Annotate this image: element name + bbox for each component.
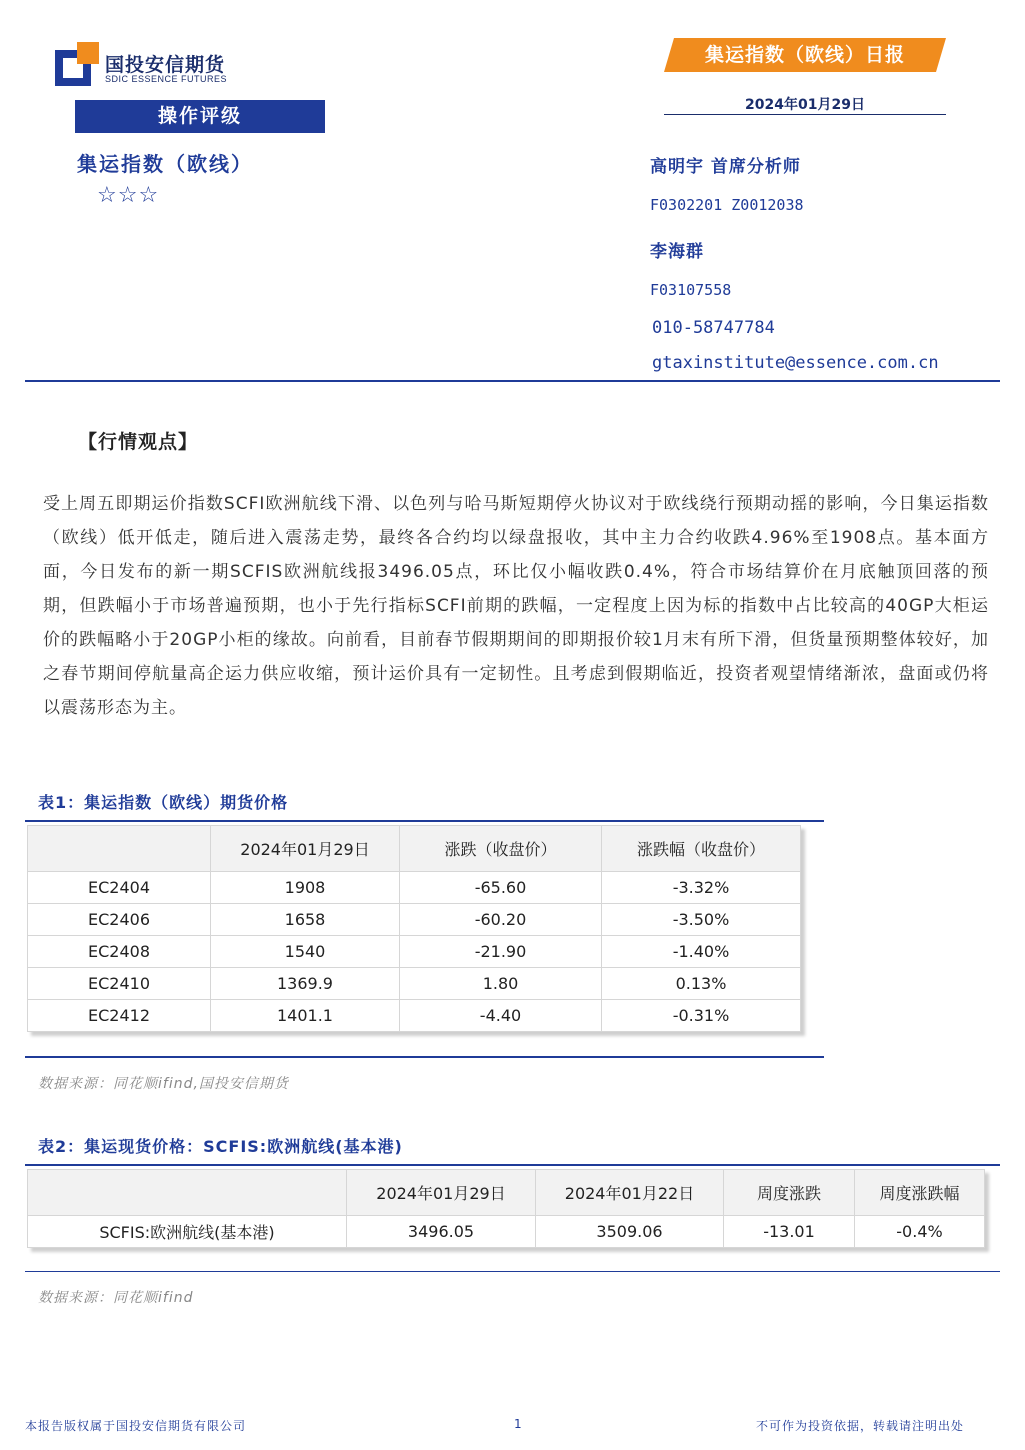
report-date: 2024年01月29日 xyxy=(745,97,865,113)
table-row xyxy=(28,968,801,1000)
table1-cell: -65.60 xyxy=(400,872,602,904)
table2-cell: SCFIS:欧洲航线(基本港) xyxy=(28,1216,347,1248)
table1-cell: EC2412 xyxy=(28,1000,211,1032)
footer-disclaimer: 不可作为投资依据，转载请注明出处 xyxy=(756,1419,965,1433)
table2-header-cell: 周度涨跌幅 xyxy=(855,1170,985,1216)
table1-cell: 0.13% xyxy=(602,968,801,1000)
table1-source: 数据来源：同花顺ifind,国投安信期货 xyxy=(38,1076,289,1092)
table2-header-cell: 2024年01月29日 xyxy=(347,1170,536,1216)
table-row xyxy=(28,872,801,904)
table1-top-rule xyxy=(25,820,824,822)
table1-cell: 1658 xyxy=(211,904,400,936)
table1-header-cell: 涨跌幅（收盘价） xyxy=(602,826,801,872)
table2-cell: 3496.05 xyxy=(347,1216,536,1248)
table1-cell: 1540 xyxy=(211,936,400,968)
table1-header-cell: 涨跌（收盘价） xyxy=(400,826,602,872)
table2-header-cell: 周度涨跌 xyxy=(724,1170,855,1216)
table1-cell: -60.20 xyxy=(400,904,602,936)
header-divider xyxy=(25,380,1000,382)
table2-header-cell xyxy=(28,1170,347,1216)
table-row xyxy=(28,904,801,936)
table1-cell: 1908 xyxy=(211,872,400,904)
table1-cell: 1369.9 xyxy=(211,968,400,1000)
table2-cell: 3509.06 xyxy=(536,1216,724,1248)
rating-label: 操作评级 xyxy=(75,100,325,133)
market-view-heading: 【行情观点】 xyxy=(78,431,199,453)
contact-phone: 010-58747784 xyxy=(652,318,775,338)
analyst-2-id: F03107558 xyxy=(650,281,732,299)
rating-stars: ☆☆☆ xyxy=(97,183,160,208)
table2-header-row xyxy=(28,1170,985,1216)
table-row xyxy=(28,936,801,968)
table1-cell: -0.31% xyxy=(602,1000,801,1032)
table1-bottom-rule xyxy=(25,1056,824,1058)
table1-futures-prices xyxy=(27,825,801,1032)
table1-title: 表1：集运指数（欧线）期货价格 xyxy=(38,793,289,812)
table2-spot-prices xyxy=(27,1169,985,1248)
analyst-1-name: 高明宇 首席分析师 xyxy=(650,157,801,177)
table2-cell: -0.4% xyxy=(855,1216,985,1248)
table2-cell: -13.01 xyxy=(724,1216,855,1248)
table-row xyxy=(28,1216,985,1248)
contact-email[interactable]: gtaxinstitute@essence.com.cn xyxy=(652,353,939,373)
market-view-body: 受上周五即期运价指数SCFI欧洲航线下滑、以色列与哈马斯短期停火协议对于欧线绕行预期动摇的影响，今日集运指数（欧线）低开低走，随后进入震荡走势，最终各合约均以绿盘报收，其中主力合约收跌4.96%至1908点。基本面方面，今日发布的新一期SCFIS欧洲航线报3496.05点，环比仅小幅收跌0.4%，符合市场结算价在月底触顶回落的预期，但跌幅小于市场普遍预期，也小于先行指标SCFI前期的跌幅，一定程度上因为标的指数中占比较高的40GP大柜运价的跌幅略小于20GP小柜的缘故。向前看，目前春节假期期间的即期报价较1月末有所下滑，但货量预期整体较好，加之春节期间停航量高企运力供应收缩，预计运价具有一定韧性。且考虑到假期临近，投资者观望情绪渐浓，盘面或仍将以震荡形态为主。 xyxy=(43,494,989,718)
table2-header-cell: 2024年01月22日 xyxy=(536,1170,724,1216)
table1-header-row xyxy=(28,826,801,872)
table1-cell: -3.32% xyxy=(602,872,801,904)
table2-bottom-rule xyxy=(25,1271,1000,1272)
table2-top-rule xyxy=(25,1164,1000,1166)
report-title: 集运指数（欧线）日报 xyxy=(704,44,905,66)
table1-cell: -1.40% xyxy=(602,936,801,968)
table-row xyxy=(28,1000,801,1032)
table2-source: 数据来源：同花顺ifind xyxy=(38,1290,194,1306)
table1-cell: EC2410 xyxy=(28,968,211,1000)
table1-cell: EC2404 xyxy=(28,872,211,904)
logo-name-en: SDIC ESSENCE FUTURES xyxy=(105,74,228,84)
table1-header-cell: 2024年01月29日 xyxy=(211,826,400,872)
analyst-1-ids: F0302201 Z0012038 xyxy=(650,196,804,214)
table1-cell: -3.50% xyxy=(602,904,801,936)
analyst-2-name: 李海群 xyxy=(650,242,704,262)
date-divider xyxy=(664,114,946,115)
logo-name-cn: 国投安信期货 xyxy=(105,54,226,76)
company-logo-icon xyxy=(55,42,99,86)
footer-copyright: 本报告版权属于国投安信期货有限公司 xyxy=(25,1419,247,1433)
table1-cell: EC2408 xyxy=(28,936,211,968)
table1-header-cell xyxy=(28,826,211,872)
table1-cell: 1401.1 xyxy=(211,1000,400,1032)
table1-cell: -4.40 xyxy=(400,1000,602,1032)
table2-title: 表2：集运现货价格：SCFIS:欧洲航线(基本港) xyxy=(38,1137,403,1156)
table1-cell: 1.80 xyxy=(400,968,602,1000)
table1-cell: EC2406 xyxy=(28,904,211,936)
footer-page-number: 1 xyxy=(514,1417,523,1431)
table1-cell: -21.90 xyxy=(400,936,602,968)
rating-product: 集运指数（欧线） xyxy=(77,152,253,176)
